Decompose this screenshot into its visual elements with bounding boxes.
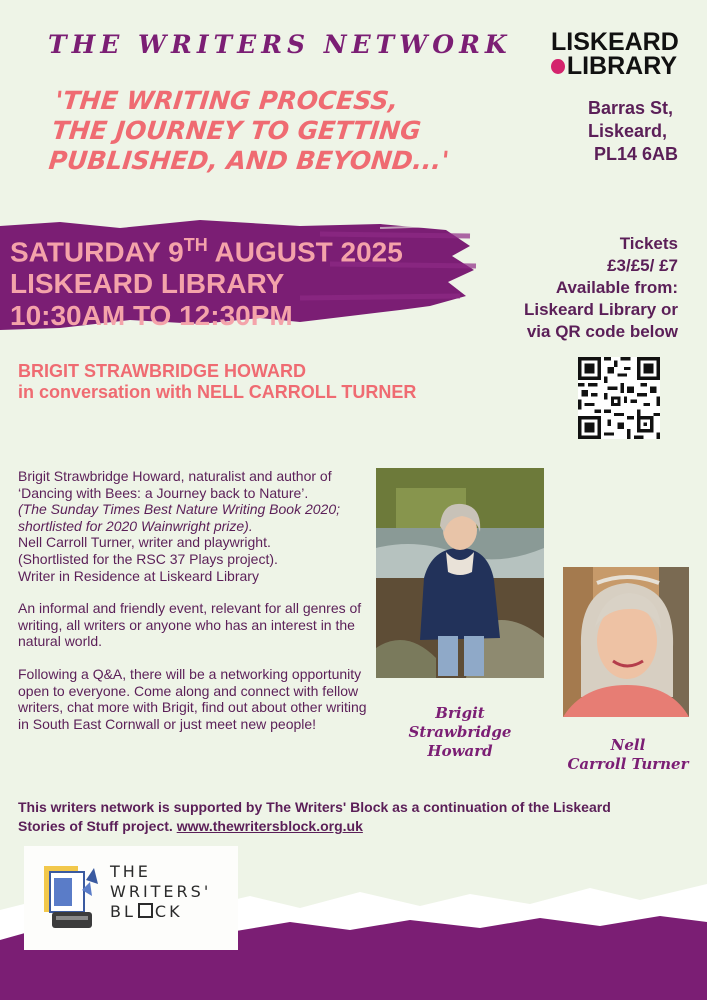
- event-venue: LISKEARD LIBRARY: [10, 268, 285, 300]
- speaker-bios: Brigit Strawbridge Howard, naturalist and author of ‘Dancing with Bees: a Journey back to Nature’. (The Sunday Times Best Nature Writing Book 2020; shortlisted for 2020 Wainwright prize). Nell Carroll Turner, writer and playwright. (Shortlisted for the RSC 37 Plays project). Writer in Residence at Liskeard Library: [18, 468, 341, 584]
- writers-block-wordmark: THE WRITERS' BL CK: [110, 862, 212, 921]
- logo-line-liskeard: LISKEARD: [551, 28, 679, 56]
- nell-photo: [563, 567, 689, 717]
- event-date-time: [10, 229, 403, 332]
- speakers-heading: [18, 361, 416, 403]
- writers-block-logo: [24, 846, 238, 950]
- brigit-caption: Brigit Strawbridge Howard: [408, 704, 512, 760]
- speaker-primary: BRIGIT STRAWBRIDGE HOWARD: [18, 361, 306, 381]
- ticket-info: [496, 233, 678, 343]
- address-line: Liskeard,: [588, 121, 668, 141]
- networking-info: Following a Q&A, there will be a networking opportunity open to everyone. Come along and connect with fellow writers, chat more with Brigit, find out about other writing in South East Cornwall or just meet new people!: [18, 665, 367, 732]
- event-subtitle: [47, 86, 456, 176]
- event-description: [18, 468, 370, 748]
- address-line: Barras St,: [588, 98, 674, 118]
- subtitle-line: 'THE WRITING PROCESS,: [53, 86, 400, 115]
- tickets-availability-line: Liskeard Library or: [523, 300, 678, 319]
- subtitle-line: THE JOURNEY TO GETTING: [50, 116, 423, 145]
- liskeard-library-logo: [551, 30, 677, 78]
- logo-line-library: LIBRARY: [566, 52, 677, 80]
- ticket-qr-code-icon[interactable]: [578, 357, 660, 439]
- typewriter-icon: [34, 860, 114, 940]
- ticket-prices: £3/£5/ £7: [607, 256, 678, 275]
- tickets-availability-line: via QR code below: [526, 322, 678, 341]
- logo-dot-icon: [551, 59, 565, 74]
- event-summary: An informal and friendly event, relevant for all genres of writing, all writers or anyone who has an interest in the natural world.: [18, 600, 362, 650]
- speaker-secondary: in conversation with NELL CARROLL TURNER: [18, 382, 417, 402]
- tickets-availability: Available from:: [555, 278, 678, 297]
- nell-caption: Nell Carroll Turner: [567, 736, 689, 773]
- writers-block-website-link[interactable]: www.thewritersblock.org.uk: [176, 818, 363, 834]
- tickets-heading: Tickets: [619, 234, 678, 253]
- address-postcode: PL14 6AB: [594, 144, 679, 164]
- library-address: [588, 97, 684, 166]
- network-title: THE WRITERS NETWORK: [48, 30, 512, 59]
- event-date: SATURDAY 9TH AUGUST 2025: [10, 235, 403, 268]
- subtitle-line: PUBLISHED, AND BEYOND...': [47, 146, 451, 175]
- brigit-photo: [376, 468, 544, 678]
- support-statement: This writers network is supported by The Writers' Block as a continuation of the Liskeard Stories of Stuff project. www.thewritersblock.org.uk: [18, 799, 611, 834]
- square-icon: [138, 903, 153, 918]
- event-time: 10:30AM TO 12:30PM: [10, 300, 293, 332]
